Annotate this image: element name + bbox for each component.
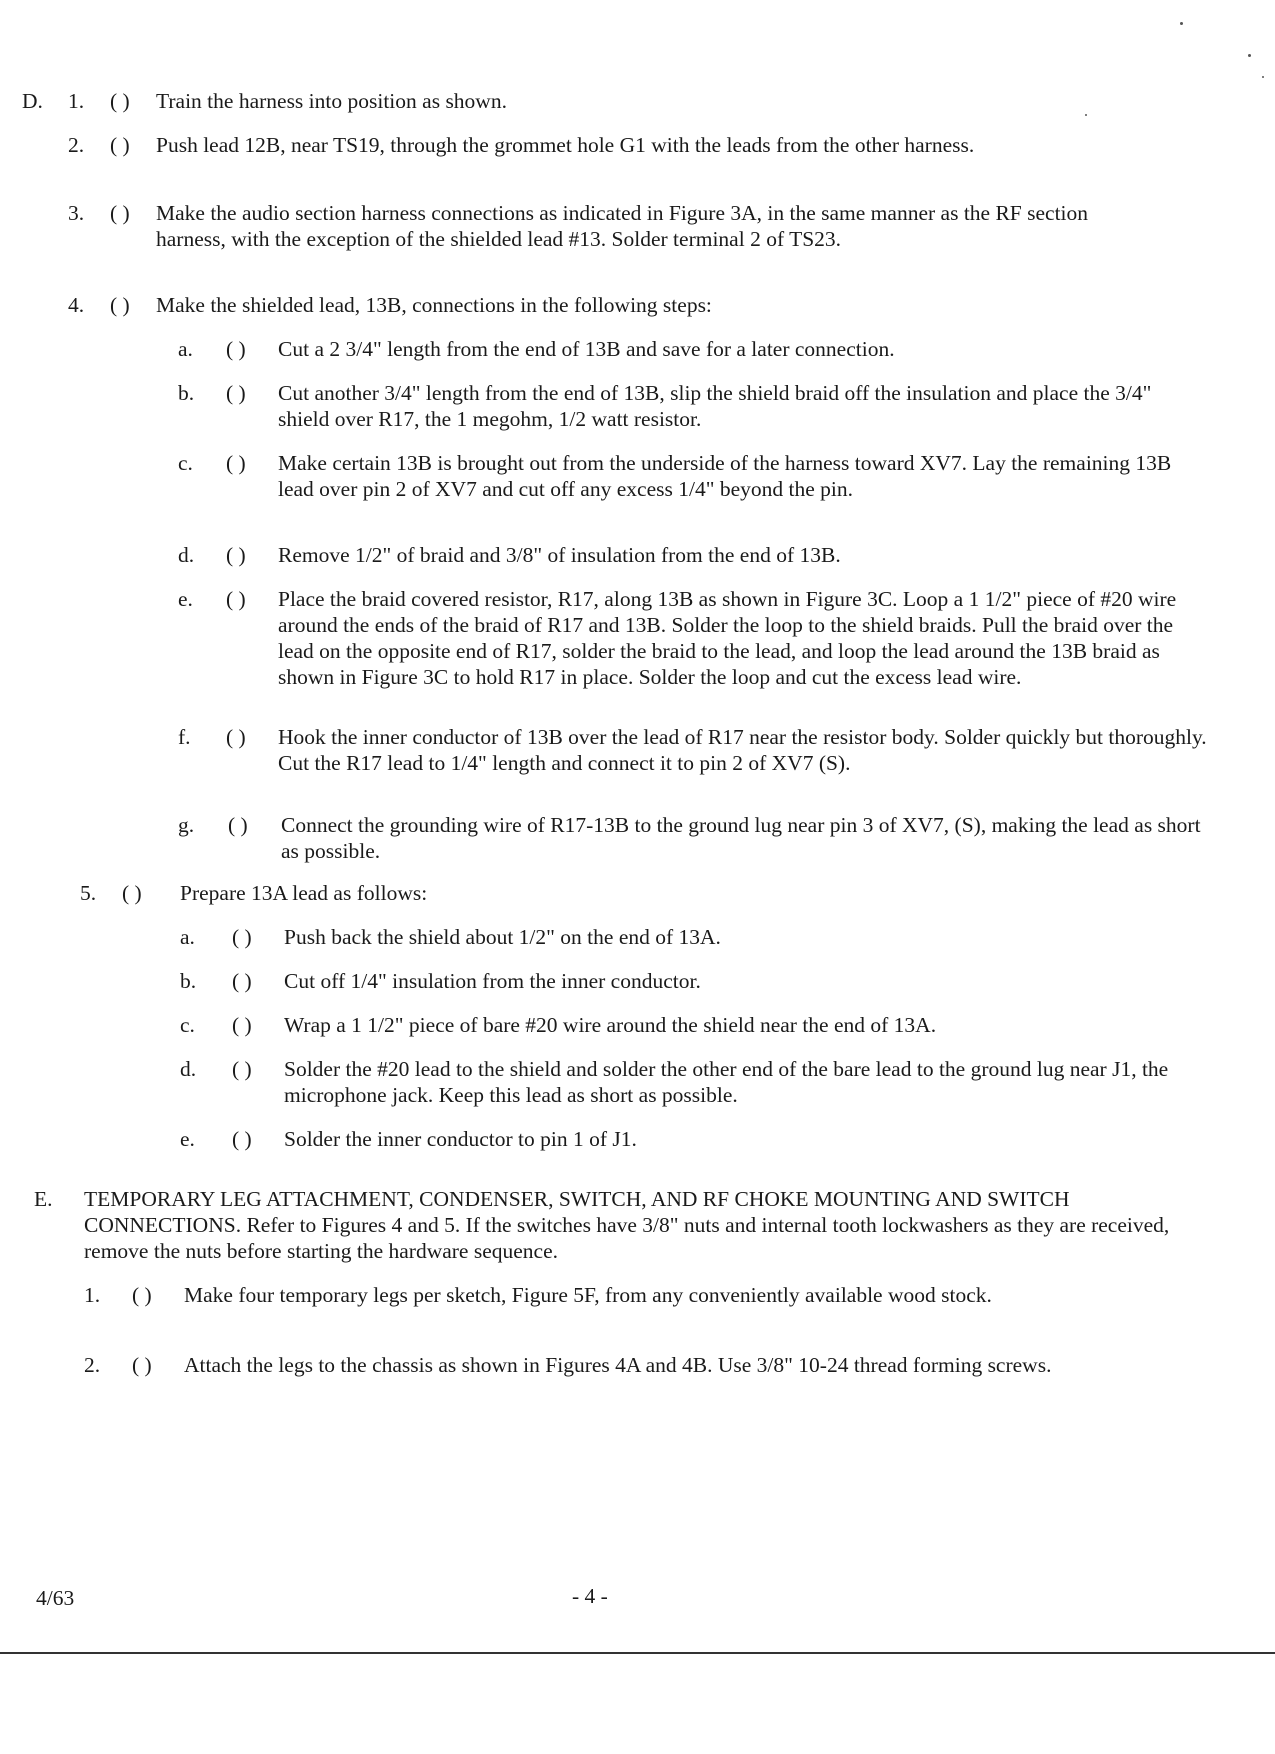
scan-speck	[1262, 76, 1264, 78]
checkbox[interactable]: ( )	[232, 969, 252, 993]
checkbox[interactable]: ( )	[110, 89, 130, 113]
checkbox[interactable]: ( )	[226, 587, 246, 611]
substep-letter: e.	[178, 587, 193, 611]
checkbox[interactable]: ( )	[122, 881, 142, 905]
checkbox[interactable]: ( )	[132, 1353, 152, 1377]
checkbox[interactable]: ( )	[232, 1013, 252, 1037]
substep-letter: c.	[178, 451, 193, 475]
substep-letter: a.	[180, 925, 195, 949]
checkbox[interactable]: ( )	[226, 381, 246, 405]
step-number: 3.	[68, 201, 85, 225]
substep-letter: e.	[180, 1127, 195, 1151]
substep-letter: a.	[178, 337, 193, 361]
checkbox[interactable]: ( )	[226, 543, 246, 567]
step-text: Prepare 13A lead as follows:	[180, 881, 428, 905]
step-text: Attach the legs to the chassis as shown in Figures 4A and 4B. Use 3/8" 10-24 thread forming screws.	[184, 1353, 1052, 1377]
substep-letter: b.	[178, 381, 195, 405]
checkbox[interactable]: ( )	[228, 813, 248, 837]
checkbox[interactable]: ( )	[132, 1283, 152, 1307]
substep-letter: g.	[178, 813, 195, 837]
checkbox[interactable]: ( )	[226, 451, 246, 475]
checkbox[interactable]: ( )	[232, 1057, 252, 1081]
page-number: - 4 -	[572, 1584, 608, 1608]
substep-text: Remove 1/2" of braid and 3/8" of insulation from the end of 13B.	[278, 543, 841, 567]
substep-text: Cut another 3/4" length from the end of 13B, slip the shield braid off the insulation and place the 3/4" shield over R17, the 1 megohm, 1/2 watt resistor.	[278, 381, 1152, 431]
step-number: 5.	[80, 881, 97, 905]
scan-speck	[1085, 114, 1087, 116]
checkbox[interactable]: ( )	[110, 201, 130, 225]
substep-text: Wrap a 1 1/2" piece of bare #20 wire around the shield near the end of 13A.	[284, 1013, 937, 1037]
substep-text: Cut off 1/4" insulation from the inner conductor.	[284, 969, 701, 993]
bottom-rule	[0, 1652, 1275, 1654]
substep-text: Cut a 2 3/4" length from the end of 13B and save for a later connection.	[278, 337, 895, 361]
scan-speck	[1248, 54, 1251, 57]
substep-text: Solder the #20 lead to the shield and solder the other end of the bare lead to the ground lug near J1, the microphone jack. Keep this lead as short as possible.	[284, 1057, 1169, 1107]
step-text: Make the audio section harness connections as indicated in Figure 3A, in the same manner as the RF section harness, with the exception of the shielded lead #13. Solder terminal 2 of TS23.	[156, 201, 1089, 251]
checkbox[interactable]: ( )	[226, 337, 246, 361]
substep-letter: c.	[180, 1013, 195, 1037]
checkbox[interactable]: ( )	[232, 925, 252, 949]
scan-speck	[1180, 22, 1183, 25]
checkbox[interactable]: ( )	[110, 293, 130, 317]
substep-text: Connect the grounding wire of R17-13B to the ground lug near pin 3 of XV7, (S), making the lead as short as possible.	[281, 813, 1201, 863]
checkbox[interactable]: ( )	[226, 725, 246, 749]
checkbox[interactable]: ( )	[232, 1127, 252, 1151]
substep-letter: b.	[180, 969, 197, 993]
substep-letter: d.	[178, 543, 195, 567]
step-number: 2.	[84, 1353, 101, 1377]
step-number: 1.	[68, 89, 85, 113]
step-text: Push lead 12B, near TS19, through the grommet hole G1 with the leads from the other harness.	[156, 133, 975, 157]
step-text: Make four temporary legs per sketch, Figure 5F, from any conveniently available wood stock.	[184, 1283, 992, 1307]
step-text: Make the shielded lead, 13B, connections in the following steps:	[156, 293, 712, 317]
footer-date: 4/63	[36, 1586, 75, 1610]
substep-text: Push back the shield about 1/2" on the end of 13A.	[284, 925, 721, 949]
checkbox[interactable]: ( )	[110, 133, 130, 157]
section-e-letter: E.	[34, 1187, 53, 1211]
substep-text: Solder the inner conductor to pin 1 of J1.	[284, 1127, 637, 1151]
step-number: 4.	[68, 293, 85, 317]
section-e-heading: TEMPORARY LEG ATTACHMENT, CONDENSER, SWITCH, AND RF CHOKE MOUNTING AND SWITCH CONNECTIONS. Refer to Figures 4 and 5. If the switches have 3/8" nuts and internal tooth lockwashers as they are received, remove the nuts before starting the hardware sequence.	[84, 1187, 1170, 1263]
step-number: 1.	[84, 1283, 101, 1307]
section-d-letter: D.	[22, 89, 43, 113]
substep-letter: d.	[180, 1057, 197, 1081]
substep-letter: f.	[178, 725, 191, 749]
substep-text: Place the braid covered resistor, R17, along 13B as shown in Figure 3C. Loop a 1 1/2" piece of #20 wire around the ends of the braid of R17 and 13B. Solder the loop to the shield braids. Pull the braid over the lead on the opposite end of R17, solder the braid to the lead, and loop the lead around the 13B braid as shown in Figure 3C to hold R17 in place. Solder the loop and cut the excess lead wire.	[278, 587, 1177, 689]
substep-text: Hook the inner conductor of 13B over the lead of R17 near the resistor body. Solder quickly but thoroughly. Cut the R17 lead to 1/4" length and connect it to pin 2 of XV7 (S).	[278, 725, 1207, 775]
step-number: 2.	[68, 133, 85, 157]
step-text: Train the harness into position as shown.	[156, 89, 507, 113]
substep-text: Make certain 13B is brought out from the underside of the harness toward XV7. Lay the remaining 13B lead over pin 2 of XV7 and cut off any excess 1/4" beyond the pin.	[278, 451, 1172, 501]
